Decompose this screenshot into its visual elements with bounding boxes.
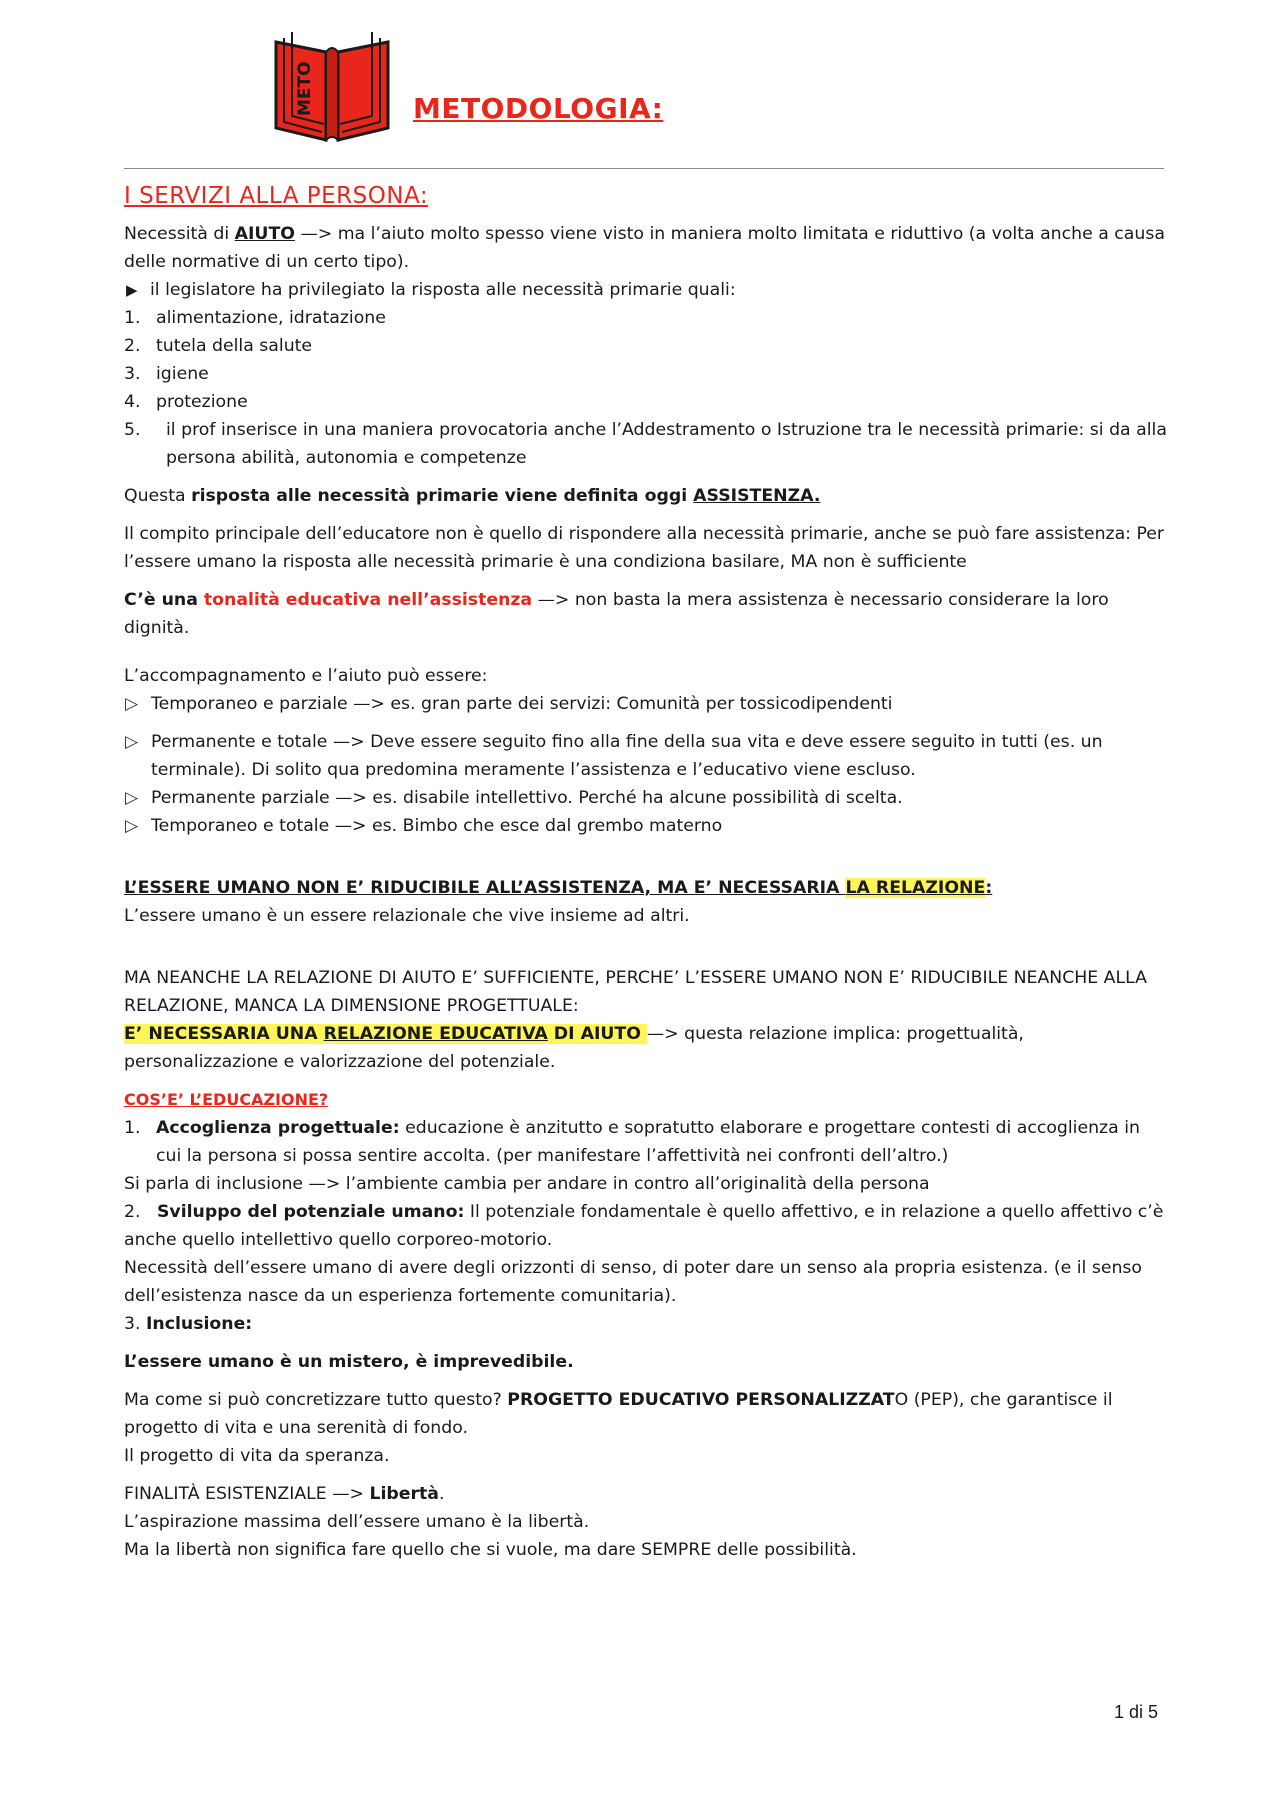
sviluppo-label: Sviluppo del potenziale umano: [156, 1202, 465, 1222]
tonalita-c: —> non basta la mera assistenza è necessario considerare la loro dignità. [124, 590, 1109, 638]
list-text: alimentazione, idratazione [156, 308, 386, 328]
play-arrow-icon: ▶ [126, 281, 138, 299]
list-item [124, 784, 1168, 812]
list-text: tutela della salute [156, 336, 313, 356]
sviluppo-text: Il potenziale fondamentale è quello affettivo, e in relazione a quello affettivo c’è anche quello intellettivo quello corporeo-motorio. [124, 1202, 1164, 1250]
relazione-educativa-keyword: RELAZIONE EDUCATIVA [323, 1024, 548, 1044]
list-number: 2. [124, 336, 141, 356]
hl-a: E’ NECESSARIA UNA [124, 1024, 324, 1044]
list-item [124, 728, 1168, 784]
assistenza-line [124, 482, 1168, 510]
list-number: 4. [124, 392, 141, 412]
page-number: 1 di 5 [1114, 1702, 1159, 1722]
tonalita-keyword: tonalità educativa nell’assistenza [203, 590, 533, 610]
liberta-keyword: Libertà [369, 1484, 439, 1504]
list-number: 2. [124, 1202, 141, 1222]
finalita-c: . [438, 1484, 445, 1504]
speranza-line: Il progetto di vita da speranza. [124, 1446, 390, 1466]
list-number: 3. [124, 1314, 141, 1334]
relazione-educativa-highlight [124, 1024, 647, 1044]
relazione-educativa-line [124, 1020, 1168, 1076]
assistenza-b: risposta alle necessità primarie viene definita oggi [191, 486, 694, 506]
compito-paragraph: Il compito principale dell’educatore non è quello di rispondere alla necessità primarie, anche se può fare assistenza: Per l’essere umano la risposta alle necessità primarie è una condiziona basilare, MA non è sufficiente [124, 524, 1165, 572]
triangle-outline-icon: ▷ [125, 816, 139, 836]
list-text: igiene [156, 364, 209, 384]
list-item [124, 304, 1168, 332]
finalita-a: FINALITÀ ESISTENZIALE —> [124, 1484, 370, 1504]
relazione-keyword: LA RELAZIONE [845, 878, 986, 898]
accoglienza-text: educazione è anzitutto e sopratutto elaborare e progettare contesti di accoglienza in cui la persona si possa sentire accolta. (per manifestare l’affettività nei confronti dell’altro.) [156, 1118, 1140, 1166]
tonalita-a: C’è una [124, 590, 204, 610]
finalita-line [124, 1480, 1168, 1508]
document-body [124, 178, 1168, 1564]
legislatore-bullet [124, 276, 1168, 304]
list-number: 1. [124, 308, 141, 328]
inclusione-label: Inclusione: [146, 1314, 253, 1334]
mistero-line: L’essere umano è un mistero, è imprevedibile. [124, 1352, 574, 1372]
list-item [124, 360, 1168, 388]
relazione-line: L’essere umano è un essere relazionale che vive insieme ad altri. [124, 906, 690, 926]
list-item [124, 388, 1168, 416]
aiuto-keyword: AIUTO [234, 224, 295, 244]
list-text: Permanente parziale —> es. disabile intellettivo. Perché ha alcune possibilità di scelta. [151, 788, 903, 808]
triangle-outline-icon: ▷ [125, 732, 139, 752]
section-title: I SERVIZI ALLA PERSONA: [124, 183, 429, 209]
aspirazione-line: L’aspirazione massima dell’essere umano è la libertà. [124, 1512, 590, 1532]
list-item [124, 1310, 1168, 1338]
tonalita-paragraph [124, 586, 1168, 642]
progetto-c: O (PEP), che garantisce il progetto di vita e una serenità di fondo. [124, 1390, 1113, 1438]
legislatore-text: il legislatore ha privilegiato la risposta alle necessità primarie quali: [150, 280, 736, 300]
list-text: Temporaneo e parziale —> es. gran parte dei servizi: Comunità per tossicodipendenti [151, 694, 893, 714]
book-logo-icon [270, 24, 396, 142]
intro-text-b: —> ma l’aiuto molto spesso viene visto in maniera molto limitata e riduttivo (a volta anche a causa delle normative di un certo tipo). [124, 224, 1165, 272]
accoglienza-label: Accoglienza progettuale: [156, 1118, 400, 1138]
neanche-paragraph: MA NEANCHE LA RELAZIONE DI AIUTO E’ SUFFICIENTE, PERCHE’ L’ESSERE UMANO NON E’ RIDUCIBILE NEANCHE ALLA RELAZIONE, MANCA LA DIMENSIONE PROGETTUALE: [124, 968, 1147, 1016]
triangle-outline-icon: ▷ [125, 788, 139, 808]
relazione-educativa-rest: —> questa relazione implica: progettualità, personalizzazione e valorizzazione del potenziale. [124, 1024, 1024, 1072]
educazione-heading: COS’E’ L’EDUCAZIONE? [124, 1090, 329, 1109]
list-number: 3. [124, 364, 141, 384]
inclusione-line: Si parla di inclusione —> l’ambiente cambia per andare in contro all’originalità della persona [124, 1174, 930, 1194]
list-text: protezione [156, 392, 248, 412]
relazione-heading [124, 874, 1168, 902]
assistenza-keyword: ASSISTENZA. [693, 486, 821, 506]
list-item [124, 416, 1168, 472]
relazione-heading-c: : [985, 878, 993, 898]
assistenza-a: Questa [124, 486, 192, 506]
list-text: il prof inserisce in una maniera provocatoria anche l’Addestramento o Istruzione tra le necessità primarie: si da alla persona abilità, autonomia e competenze [166, 420, 1167, 468]
list-number: 5. [124, 420, 141, 440]
progetto-paragraph [124, 1386, 1168, 1442]
list-item [124, 1198, 1168, 1254]
page-title: METODOLOGIA: [413, 92, 664, 125]
progetto-a: Ma come si può concretizzare tutto questo? [124, 1390, 508, 1410]
list-item [124, 332, 1168, 360]
divider [124, 168, 1164, 169]
intro-text-a: Necessità di [124, 224, 235, 244]
needs-list [124, 304, 1168, 472]
logo-text: METO [295, 61, 315, 116]
hl-c: DI AIUTO [547, 1024, 647, 1044]
list-item [124, 1114, 1168, 1170]
list-text: Temporaneo e totale —> es. Bimbo che esce dal grembo materno [151, 816, 723, 836]
list-item [124, 812, 1168, 840]
relazione-heading-a: L’ESSERE UMANO NON E’ RIDUCIBILE ALL’ASSISTENZA, MA E’ NECESSARIA [124, 878, 846, 898]
pep-keyword: PROGETTO EDUCATIVO PERSONALIZZAT [507, 1390, 895, 1410]
list-text: Permanente e totale —> Deve essere seguito fino alla fine della sua vita e deve essere seguito in tutti (es. un terminale). Di solito qua predomina meramente l’assistenza e l’educativo viene escluso. [151, 732, 1103, 780]
list-item [124, 690, 1168, 718]
possibilita-line: Ma la libertà non significa fare quello che si vuole, ma dare SEMPRE delle possibilità. [124, 1540, 857, 1560]
list-number: 1. [124, 1118, 141, 1138]
triangle-outline-icon: ▷ [125, 694, 139, 714]
intro-paragraph [124, 220, 1168, 276]
accompagnamento-intro: L’accompagnamento e l’aiuto può essere: [124, 666, 488, 686]
senso-paragraph: Necessità dell’essere umano di avere degli orizzonti di senso, di poter dare un senso ala propria esistenza. (e il senso dell’esistenza nasce da un esperienza fortemente comunitaria). [124, 1258, 1142, 1306]
